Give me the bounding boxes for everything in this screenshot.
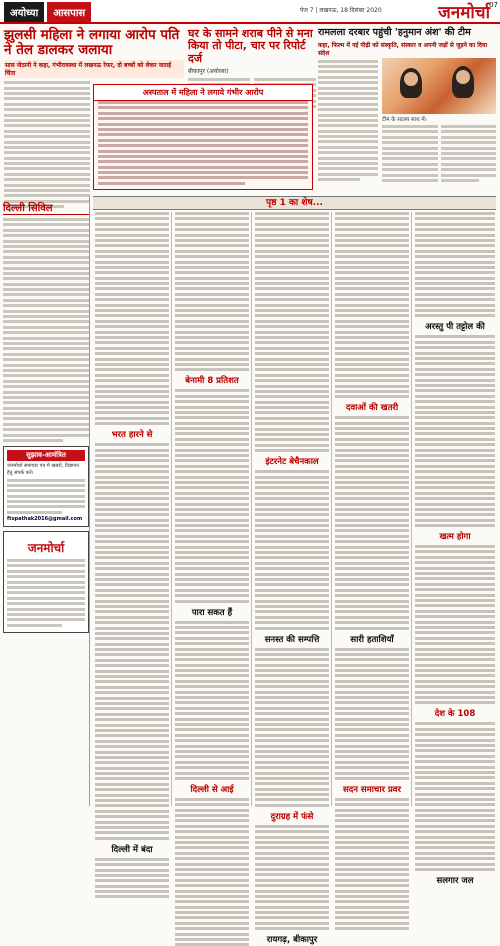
masthead (0, 0, 500, 24)
story-3-lead: कहा, फिल्म में नई पीढ़ी को संस्कृति, संस्कार व अपनी जड़ों से जुड़ने का दिया संदेश (318, 41, 488, 57)
continuation-banner: पृष्ठ 1 का शेष... (93, 196, 496, 210)
grid-subhead-2a: बेनामी 8 प्रतिशत (185, 376, 239, 387)
grid-col-3 (255, 212, 329, 946)
grid-subhead-3b: सनस्त की सम्पत्ति (264, 634, 320, 645)
masthead-tags (4, 2, 91, 22)
grid-subhead-3a: इंटरनेट बेचैनकाल (265, 457, 319, 468)
grid-footer-5: सलगार जल (436, 875, 474, 886)
grid-footer-3: रायगढ़, बीकापुर (266, 935, 318, 946)
suggestion-ad-email[interactable]: ftspathak2016@gmail.com (7, 516, 83, 523)
grid-subhead-1: भरत हारने से (111, 430, 153, 441)
grid-subhead-3c: दुराग्रह में फंसे (270, 811, 314, 822)
story-2-byline: बीकापुर (अयोध्या) (188, 67, 229, 75)
highlight-box (93, 84, 313, 190)
story-3-headline: रामलला दरबार पहुंची 'हनुमान अंश' की टीम (318, 27, 471, 38)
left-section-title: दिल्ली सिविल (3, 200, 89, 215)
grid-subhead-2b: पारा सकत हैं (191, 607, 233, 618)
highlight-box-body (98, 101, 308, 187)
suggestion-ad (3, 446, 89, 527)
dateline: पेज 7 | लखनऊ, 18 दिसंबर 2020 (300, 7, 382, 14)
grid-col-2 (175, 212, 249, 806)
grid-footer-1: दिल्ली में बंदा (111, 844, 153, 855)
left-column (3, 196, 90, 806)
section-tag: आसपास (47, 2, 91, 22)
suggestion-ad-title: सुझाव-आमंत्रित (7, 450, 85, 461)
story-1-headline: झुलसी महिला ने लगाया आरोप पति ने तेल डालकर जलाया (4, 27, 180, 59)
story-photo (382, 58, 496, 114)
grid-col-1 (95, 212, 169, 855)
story-2-headline: घर के सामने शराब पीने से मना किया तो पीटा, चार पर रिपोर्ट दर्ज (188, 27, 313, 65)
grid-subhead-5b: खत्म होगा (439, 532, 471, 543)
continued-stories-grid (93, 212, 496, 946)
grid-subhead-4c: सदन समाचार प्रवर (342, 784, 402, 795)
imprint-box (3, 531, 89, 633)
story-3-body-cont (382, 125, 496, 184)
city-tag: अयोध्या (4, 2, 44, 22)
grid-subhead-5a: अरस्तु पी तट्टोल की (425, 322, 485, 333)
brand-logo: जनमोर्चा (438, 3, 490, 23)
highlight-box-title: अस्पताल में महिला ने लगाये गंभीर आरोप (94, 85, 312, 101)
page-number: 07 (489, 1, 498, 9)
imprint-logo: जनमोर्चा (27, 541, 65, 555)
story-1-lead: सास जेठानी ने कहा, गंभीरावस्था में लखनऊ रेफर, दो बच्चों को लेकर जताई चिंता (4, 60, 184, 78)
grid-subhead-4a: दवाओं की खतरी (345, 403, 399, 414)
grid-subhead-2c: दिल्ली से आई (190, 784, 234, 795)
story-3-body (318, 60, 378, 182)
grid-subhead-5c: देश के 108 (434, 709, 476, 720)
grid-col-4 (335, 212, 409, 806)
grid-subhead-4b: सारी हताशियाँ (350, 634, 394, 645)
left-section-body (3, 218, 89, 442)
story-1-body (4, 81, 90, 208)
suggestion-ad-text: जनमोर्चा समाचार पत्र में खबरों, विज्ञापन हेतु संपर्क करें। (7, 463, 80, 476)
photo-caption: टीम के सदस्य साथ में। (382, 117, 427, 123)
grid-col-5 (415, 212, 495, 886)
